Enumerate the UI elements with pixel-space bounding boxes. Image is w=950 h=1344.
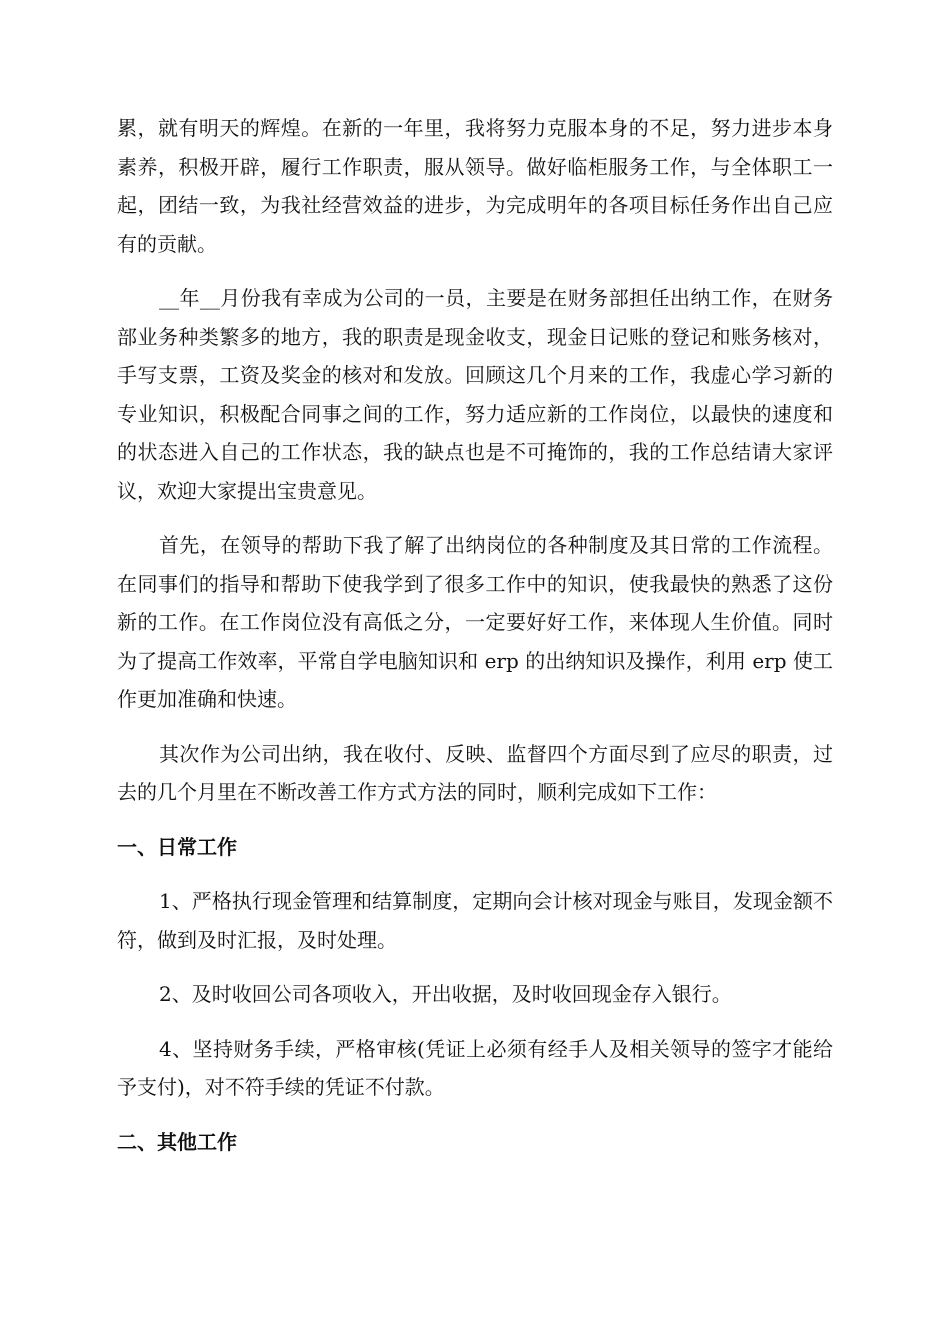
paragraph-intro: __年__月份我有幸成为公司的一员，主要是在财务部担任出纳工作，在财务部业务种类繁多的地方，我的职责是现金收支，现金日记账的登记和账务核对，手写支票，工资及奖金的核对和发放。回顾这几个月来的工作，我虚心学习新的专业知识，积极配合同事之间的工作，努力适应新的工作岗位，以最快的速度和的状态进入自己的工作状态，我的缺点也是不可掩饰的，我的工作总结请大家评议，欢迎大家提出宝贵意见。: [117, 286, 833, 503]
section-heading-daily-work: 一、日常工作: [117, 834, 237, 859]
list-item: 2、及时收回公司各项收入，开出收据，及时收回现金存入银行。: [159, 982, 732, 1006]
paragraph-continuation: 累，就有明天的辉煌。在新的一年里，我将努力克服本身的不足，努力进步本身素养，积极开辟，履行工作职责，服从领导。做好临柜服务工作，与全体职工一起，团结一致，为我社经营效益的进步，为完成明年的各项目标任务作出自己应有的贡献。: [117, 116, 833, 256]
list-item: 4、坚持财务手续，严格审核(凭证上必须有经手人及相关领导的签字才能给予支付)，对不符手续的凭证不付款。: [117, 1036, 833, 1099]
document-body: [117, 109, 833, 1177]
paragraph-second: 其次作为公司出纳，我在收付、反映、监督四个方面尽到了应尽的职责，过去的几个月里在不断改善工作方式方法的同时，顺利完成如下工作：: [117, 741, 833, 804]
list-item: 1、严格执行现金管理和结算制度，定期向会计核对现金与账目，发现金额不符，做到及时汇报，及时处理。: [117, 889, 833, 952]
paragraph-first: 首先，在领导的帮助下我了解了出纳岗位的各种制度及其日常的工作流程。在同事们的指导和帮助下使我学到了很多工作中的知识，使我最快的熟悉了这份新的工作。在工作岗位没有高低之分，一定要好好工作，来体现人生价值。同时为了提高工作效率，平常自学电脑知识和 erp 的出纳知识及操作，利用 erp 使工作更加准确和快速。: [117, 533, 833, 711]
section-heading-other-work: 二、其他工作: [117, 1129, 237, 1154]
